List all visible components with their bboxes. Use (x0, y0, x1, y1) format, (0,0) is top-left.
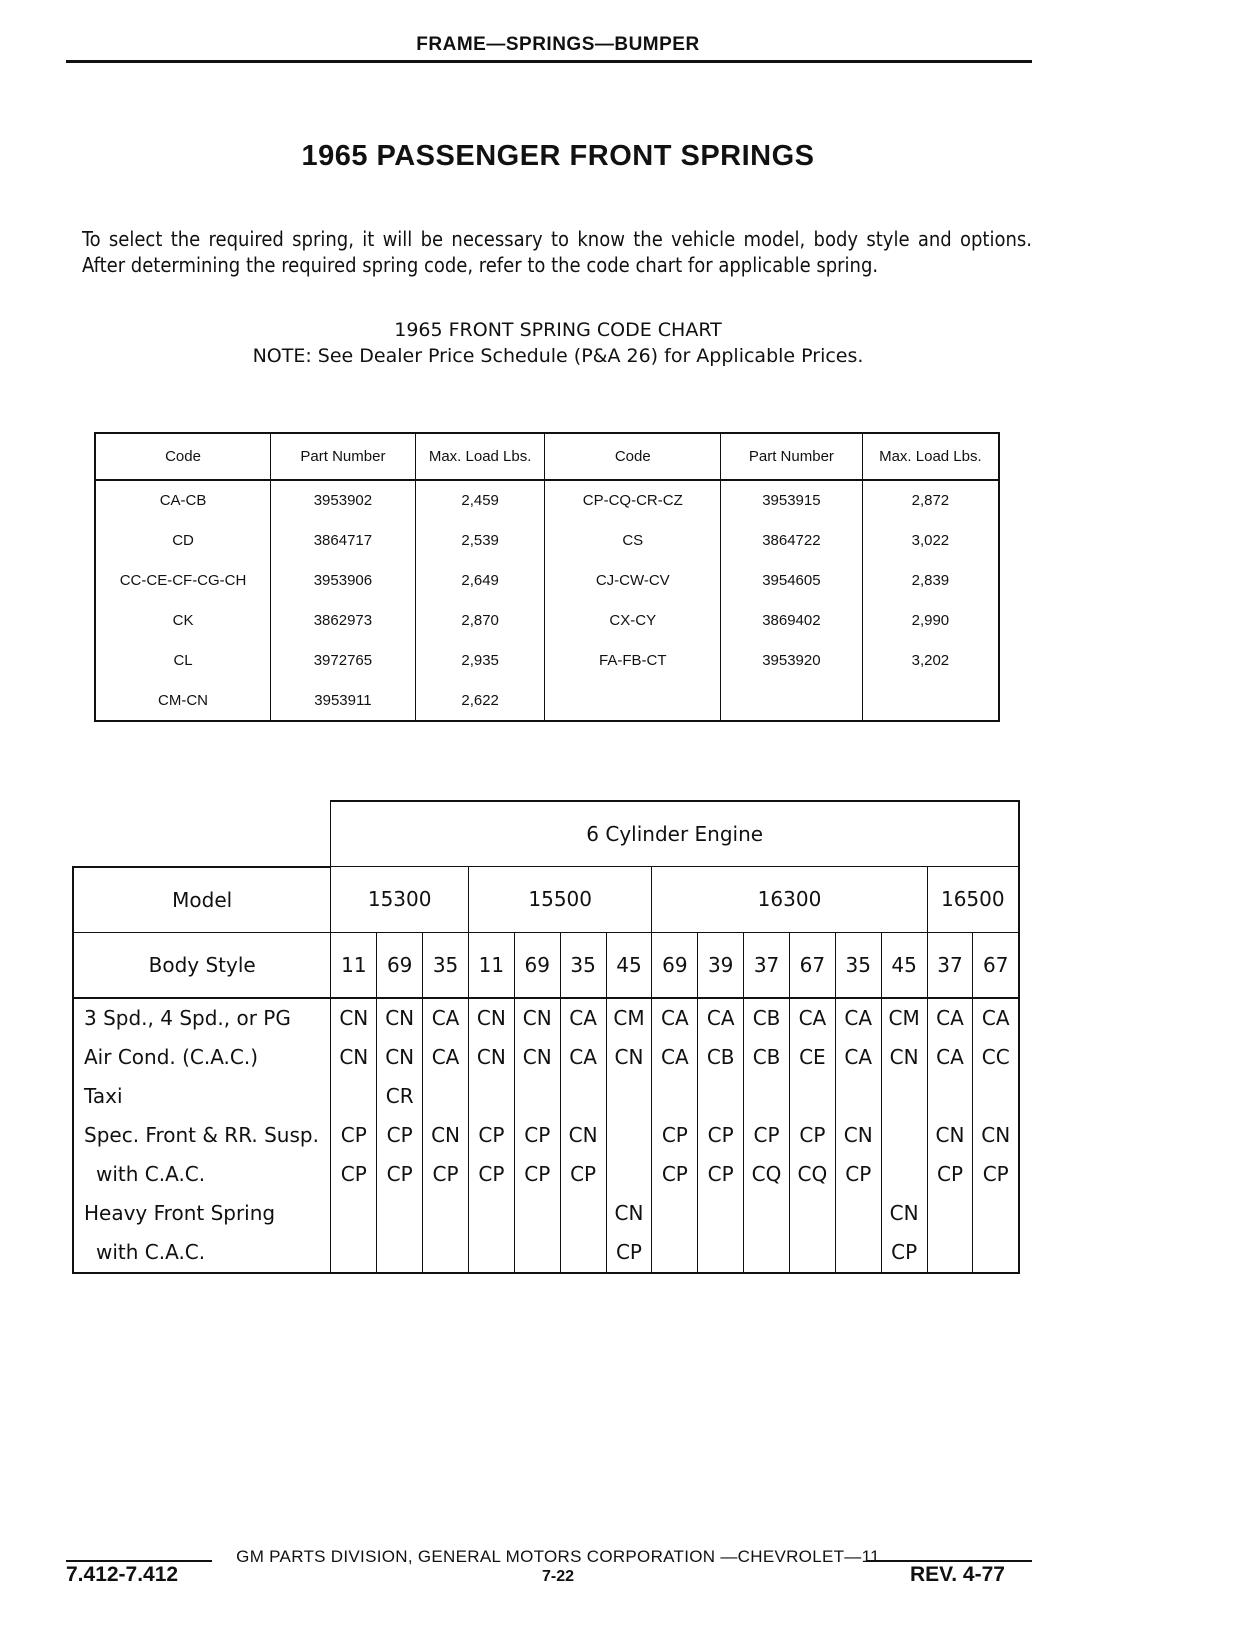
spring-code-cell: CP (468, 1116, 514, 1155)
spring-code-cell (973, 1233, 1019, 1273)
option-label: with C.A.C. (73, 1233, 331, 1273)
spring-code-cell: CP (468, 1155, 514, 1194)
spring-code-table (94, 432, 1000, 722)
model-label: Model (73, 867, 331, 933)
body-style-cell: 67 (973, 932, 1019, 998)
spring-code-cell (789, 1194, 835, 1233)
spring-code-cell: CA (973, 998, 1019, 1038)
body-style-cell: 69 (652, 932, 698, 998)
code-table-row (95, 480, 999, 521)
code-table-cell: 3953915 (721, 480, 863, 521)
spring-code-cell: CN (468, 998, 514, 1038)
spring-code-cell (377, 1233, 423, 1273)
chart-heading-note: NOTE: See Dealer Price Schedule (P&A 26) for Applicable Prices. (252, 345, 864, 367)
spring-code-cell: CC (973, 1038, 1019, 1077)
code-table-cell: 2,649 (415, 561, 545, 601)
body-style-cell: 69 (514, 932, 560, 998)
spring-code-cell: CN (514, 998, 560, 1038)
spring-code-cell (652, 1233, 698, 1273)
page-number: 7-22 (541, 1568, 575, 1585)
code-table-cell: 3953902 (271, 480, 416, 521)
code-table-cell: 3953920 (721, 640, 863, 680)
body-style-cell: 39 (698, 932, 744, 998)
spring-code-cell (744, 1077, 790, 1116)
option-row (73, 1155, 1019, 1194)
spring-code-cell: CB (744, 998, 790, 1038)
spring-code-cell (744, 1233, 790, 1273)
body-style-cell: 35 (560, 932, 606, 998)
code-table-cell: 2,459 (415, 480, 545, 521)
spring-code-cell: CQ (789, 1155, 835, 1194)
code-table-cell: CX-CY (545, 600, 721, 640)
engine-header: 6 Cylinder Engine (331, 801, 1019, 867)
code-table-cell: 3954605 (721, 561, 863, 601)
spring-code-cell: CM (606, 998, 652, 1038)
spring-code-cell (698, 1233, 744, 1273)
body-style-cell: 37 (744, 932, 790, 998)
spring-code-cell (835, 1194, 881, 1233)
spring-code-cell: CB (698, 1038, 744, 1077)
spring-code-cell: CN (881, 1038, 927, 1077)
code-table-cell: 3864722 (721, 521, 863, 561)
code-table-header (95, 433, 999, 480)
code-table-header-cell: Code (545, 433, 721, 480)
code-table-cell: 2,870 (415, 600, 545, 640)
spring-code-cell: CN (835, 1116, 881, 1155)
spring-code-cell: CP (377, 1116, 423, 1155)
spring-code-cell: CE (789, 1038, 835, 1077)
spring-code-cell (468, 1194, 514, 1233)
spring-code-cell: CP (377, 1155, 423, 1194)
spring-code-cell: CP (927, 1155, 973, 1194)
option-row (73, 1194, 1019, 1233)
code-table-header-cell: Part Number (721, 433, 863, 480)
spring-code-cell: CP (881, 1233, 927, 1273)
spring-code-cell: CN (606, 1038, 652, 1077)
spring-code-cell: CN (927, 1116, 973, 1155)
spring-code-cell (835, 1233, 881, 1273)
code-table-header-cell: Max. Load Lbs. (862, 433, 999, 480)
body-style-cell: 67 (789, 932, 835, 998)
spring-code-cell: CA (927, 1038, 973, 1077)
spring-code-cell: CA (835, 998, 881, 1038)
option-row (73, 1077, 1019, 1116)
spring-code-cell (973, 1077, 1019, 1116)
spring-code-cell: CP (698, 1116, 744, 1155)
spring-code-cell (560, 1194, 606, 1233)
code-table-cell: 2,872 (862, 480, 999, 521)
option-label: 3 Spd., 4 Spd., or PG (73, 998, 331, 1038)
code-table-cell: CK (95, 600, 271, 640)
code-table-row (95, 600, 999, 640)
option-label: Taxi (73, 1077, 331, 1116)
code-table-cell: 2,622 (415, 680, 545, 721)
code-table-cell (721, 680, 863, 721)
spring-code-cell: CA (423, 998, 469, 1038)
code-table-cell: 3953911 (271, 680, 416, 721)
option-label: Heavy Front Spring (73, 1194, 331, 1233)
code-table-cell: CM-CN (95, 680, 271, 721)
spring-code-cell: CA (789, 998, 835, 1038)
spring-code-cell (606, 1116, 652, 1155)
chart-heading (0, 317, 1116, 369)
spring-code-cell: CP (560, 1155, 606, 1194)
body-style-cell: 11 (331, 932, 377, 998)
spring-code-cell: CN (331, 1038, 377, 1077)
spring-code-cell (331, 1194, 377, 1233)
spring-code-cell (927, 1233, 973, 1273)
code-table-cell: 3869402 (721, 600, 863, 640)
spring-code-cell (514, 1194, 560, 1233)
spring-code-cell (468, 1077, 514, 1116)
option-label: Air Cond. (C.A.C.) (73, 1038, 331, 1077)
spring-code-cell (606, 1155, 652, 1194)
engine-row (73, 801, 1019, 867)
page-title: 1965 PASSENGER FRONT SPRINGS (301, 140, 815, 172)
spring-code-cell (606, 1077, 652, 1116)
code-table-header-cell: Part Number (271, 433, 416, 480)
spring-code-cell (881, 1077, 927, 1116)
body-style-cell: 69 (377, 932, 423, 998)
spring-code-cell (331, 1233, 377, 1273)
body-style-cell: 45 (881, 932, 927, 998)
spring-code-cell (423, 1194, 469, 1233)
spring-code-cell: CN (560, 1116, 606, 1155)
option-row (73, 998, 1019, 1038)
code-table-cell: 3953906 (271, 561, 416, 601)
spring-code-cell: CA (927, 998, 973, 1038)
option-label: with C.A.C. (73, 1155, 331, 1194)
option-row (73, 1233, 1019, 1273)
spring-code-cell (560, 1077, 606, 1116)
spring-code-cell: CP (744, 1116, 790, 1155)
code-table-cell: 2,935 (415, 640, 545, 680)
spring-code-cell: CA (652, 1038, 698, 1077)
spring-code-cell: CP (514, 1116, 560, 1155)
spring-code-cell: CP (973, 1155, 1019, 1194)
model-16500: 16500 (927, 867, 1019, 933)
code-table-cell: 2,539 (415, 521, 545, 561)
spring-code-cell: CM (881, 998, 927, 1038)
spring-code-cell (698, 1194, 744, 1233)
code-table-row (95, 561, 999, 601)
spring-code-cell: CN (377, 1038, 423, 1077)
spring-code-cell (652, 1194, 698, 1233)
body-style-cell: 35 (423, 932, 469, 998)
spring-code-cell: CP (331, 1116, 377, 1155)
code-table-cell: 3,202 (862, 640, 999, 680)
spring-code-cell (927, 1077, 973, 1116)
spring-code-cell: CA (560, 1038, 606, 1077)
code-table-cell: 3972765 (271, 640, 416, 680)
spring-code-cell: CP (423, 1155, 469, 1194)
spring-code-cell (514, 1077, 560, 1116)
code-table-cell: CJ-CW-CV (545, 561, 721, 601)
code-table-cell: CA-CB (95, 480, 271, 521)
spring-code-cell: CN (377, 998, 423, 1038)
spring-code-cell: CA (560, 998, 606, 1038)
code-table-cell (862, 680, 999, 721)
spring-code-cell: CA (698, 998, 744, 1038)
model-15500: 15500 (468, 867, 651, 933)
spring-code-cell (423, 1077, 469, 1116)
spring-code-cell (698, 1077, 744, 1116)
spring-code-cell: CR (377, 1077, 423, 1116)
code-table-cell: 2,990 (862, 600, 999, 640)
chart-heading-title: 1965 FRONT SPRING CODE CHART (394, 319, 722, 341)
spring-code-cell: CP (652, 1116, 698, 1155)
spring-code-cell: CP (835, 1155, 881, 1194)
header-rule (66, 60, 1032, 63)
body-style-cell: 35 (835, 932, 881, 998)
code-table-row (95, 680, 999, 721)
code-table-cell: CL (95, 640, 271, 680)
spring-code-cell: CP (514, 1155, 560, 1194)
code-table-cell (545, 680, 721, 721)
code-table-row (95, 521, 999, 561)
spring-code-cell (927, 1194, 973, 1233)
spring-code-cell: CP (606, 1233, 652, 1273)
spring-code-cell (881, 1116, 927, 1155)
body-style-cell: 11 (468, 932, 514, 998)
spring-code-cell (973, 1194, 1019, 1233)
spring-code-cell (652, 1077, 698, 1116)
code-table-row (95, 640, 999, 680)
code-table-cell: FA-FB-CT (545, 640, 721, 680)
code-table-cell: CD (95, 521, 271, 561)
spring-code-cell: CQ (744, 1155, 790, 1194)
spring-code-cell (560, 1233, 606, 1273)
option-label: Spec. Front & RR. Susp. (73, 1116, 331, 1155)
spring-code-cell (789, 1233, 835, 1273)
spring-code-cell (881, 1155, 927, 1194)
section-header: FRAME—SPRINGS—BUMPER (416, 34, 700, 55)
code-table-cell: 2,839 (862, 561, 999, 601)
spring-code-cell: CP (331, 1155, 377, 1194)
model-15300: 15300 (331, 867, 469, 933)
spring-code-cell (377, 1194, 423, 1233)
spring-code-cell (835, 1077, 881, 1116)
spring-code-cell (468, 1233, 514, 1273)
spring-code-cell (744, 1194, 790, 1233)
spring-code-cell: CN (514, 1038, 560, 1077)
spring-code-cell (789, 1077, 835, 1116)
body-style-cell: 45 (606, 932, 652, 998)
spring-selection-table (72, 800, 1020, 1274)
code-table-cell: 3864717 (271, 521, 416, 561)
code-table-header-cell: Code (95, 433, 271, 480)
footer-publisher: GM PARTS DIVISION, GENERAL MOTORS CORPORATION —CHEVROLET—11 (236, 1547, 880, 1566)
intro-paragraph: To select the required spring, it will be necessary to know the vehicle model, body style and options. After determining the required spring code, refer to the code chart for applicable spring. (82, 227, 1032, 277)
option-row (73, 1038, 1019, 1077)
body-style-row (73, 932, 1019, 998)
code-table-cell: 3862973 (271, 600, 416, 640)
body-style-cell: 37 (927, 932, 973, 998)
spring-code-cell: CA (835, 1038, 881, 1077)
spring-code-cell: CN (973, 1116, 1019, 1155)
code-table-header-cell: Max. Load Lbs. (415, 433, 545, 480)
spring-code-cell: CA (423, 1038, 469, 1077)
model-16300: 16300 (652, 867, 927, 933)
code-table-cell: CS (545, 521, 721, 561)
spring-code-cell: CN (468, 1038, 514, 1077)
code-table-cell: CC-CE-CF-CG-CH (95, 561, 271, 601)
spring-code-cell: CB (744, 1038, 790, 1077)
spring-code-cell: CP (652, 1155, 698, 1194)
spring-code-cell: CN (331, 998, 377, 1038)
spring-code-cell (514, 1233, 560, 1273)
footer-revision: REV. 4-77 (910, 1563, 1005, 1586)
spring-code-cell (331, 1077, 377, 1116)
code-table-cell: CP-CQ-CR-CZ (545, 480, 721, 521)
option-row (73, 1116, 1019, 1155)
code-table-cell: 3,022 (862, 521, 999, 561)
model-row (73, 867, 1019, 933)
body-style-label: Body Style (73, 932, 331, 998)
spring-code-cell: CN (881, 1194, 927, 1233)
spring-code-cell: CP (789, 1116, 835, 1155)
spring-code-cell: CN (606, 1194, 652, 1233)
spring-code-cell: CA (652, 998, 698, 1038)
spring-code-cell (423, 1233, 469, 1273)
spring-code-cell: CP (698, 1155, 744, 1194)
footer-section-code: 7.412-7.412 (66, 1563, 179, 1586)
spring-code-cell: CN (423, 1116, 469, 1155)
